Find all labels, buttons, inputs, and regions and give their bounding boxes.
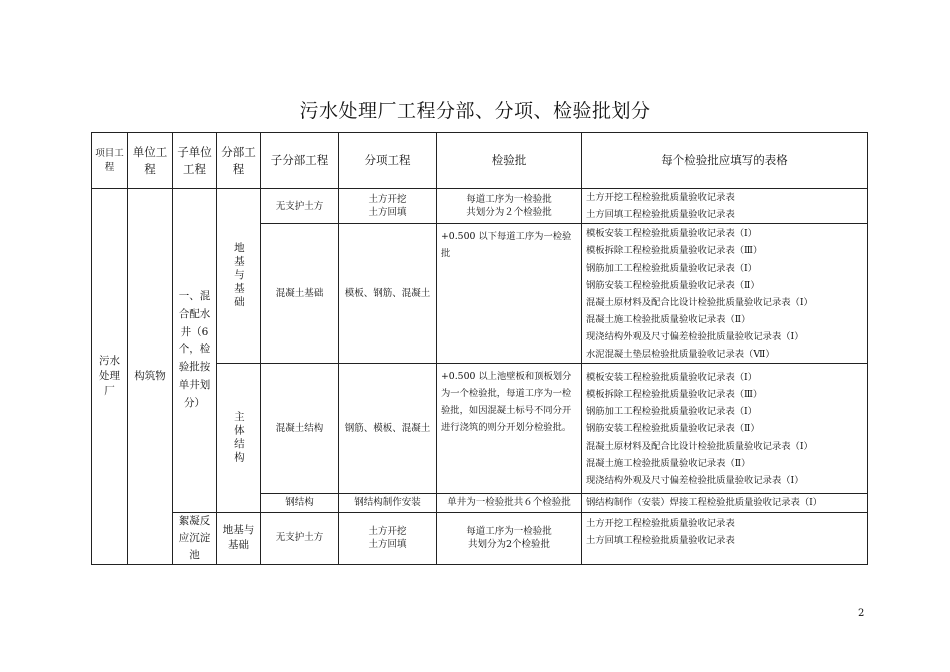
form-item: 混凝土施工检验批质量验收记录表（Ⅱ） [586, 457, 751, 469]
forms-cell [582, 189, 868, 224]
header-forms: 每个检验批应填写的表格 [582, 133, 868, 189]
page-number: 2 [858, 608, 865, 619]
subdivision-cell: 混凝土结构 [261, 364, 339, 494]
batch-text: 每道工序为一检验批 [466, 193, 552, 205]
form-item: 土方回填工程检验批质量验收记录表 [586, 534, 735, 546]
table-row [92, 189, 868, 224]
forms-cell [582, 512, 868, 564]
batch-cell: +0.500 以上池壁板和顶板划分为一个检验批，每道工序为一检验批，如因混凝土标号不同分开进行浇筑的则分开划分检验批。 [437, 364, 582, 494]
form-item: 模板安装工程检验批质量验收记录表（Ⅰ） [586, 371, 758, 383]
form-item: 模板拆除工程检验批质量验收记录表（Ⅲ） [586, 388, 763, 400]
form-item: 土方回填工程检验批质量验收记录表 [586, 209, 735, 221]
table-row [92, 512, 868, 564]
form-item: 土方开挖工程检验批质量验收记录表 [586, 192, 735, 203]
subdivision-cell: 混凝土基础 [261, 224, 339, 364]
item-cell: 钢结构制作安装 [339, 494, 437, 512]
division-label: 主体结构 [232, 411, 245, 465]
page-title: 污水处理厂工程分部、分项、检验批划分 [299, 100, 651, 122]
item-cell [339, 512, 437, 564]
item-text: 土方回填 [368, 207, 407, 219]
batch-text: 共划分为２个检验批 [466, 207, 552, 219]
project-cell: 污水处理厂 [92, 189, 128, 565]
item-text: 土方开挖 [368, 193, 407, 205]
form-item: 现浇结构外观及尺寸偏差检验批质量验收记录表（Ⅰ） [586, 474, 804, 486]
subdivision-cell: 钢结构 [261, 494, 339, 512]
batch-cell: 单井为一检验批共６个检验批 [437, 494, 582, 512]
form-item: 钢筋加工工程检验批质量验收记录表（Ⅰ） [586, 406, 758, 418]
form-item: 混凝土原材料及配合比设计检验批质量验收记录表（Ⅰ） [586, 440, 813, 452]
division-table [91, 132, 868, 565]
unit-cell: 构筑物 [128, 189, 173, 565]
form-item: 钢筋安装工程检验批质量验收记录表（Ⅱ） [586, 423, 760, 435]
header-subunit: 子单位工程 [173, 133, 217, 189]
batch-cell [437, 189, 582, 224]
header-batch: 检验批 [437, 133, 582, 189]
item-cell: 模板、钢筋、混凝土 [339, 224, 437, 364]
subdivision-cell: 无支护土方 [261, 512, 339, 564]
batch-text: 共划分为2个检验批 [467, 539, 551, 551]
division-cell [217, 189, 261, 364]
form-item: 水泥混凝土垫层检验批质量验收记录表（Ⅶ） [586, 348, 775, 360]
batch-text: 每道工序为一检验批 [466, 525, 552, 537]
header-item: 分项工程 [339, 133, 437, 189]
batch-cell: +0.500 以下每道工序为一检验批 [437, 224, 582, 364]
header-unit: 单位工程 [128, 133, 173, 189]
subunit-cell: 一、混合配水井（6个，检验批按单井划分） [173, 189, 217, 513]
item-text: 土方回填 [368, 539, 407, 551]
division-label: 地基与基础 [232, 242, 245, 310]
subunit-cell: 絮凝反应沉淀池 [173, 512, 217, 564]
header-row [92, 133, 868, 189]
form-item: 混凝土施工检验批质量验收记录表（Ⅱ） [586, 314, 751, 326]
batch-cell [437, 512, 582, 564]
form-item: 钢筋加工工程检验批质量验收记录表（Ⅰ） [586, 262, 758, 274]
form-item: 混凝土原材料及配合比设计检验批质量验收记录表（Ⅰ） [586, 296, 813, 308]
item-cell: 钢筋、模板、混凝土 [339, 364, 437, 494]
forms-cell [582, 364, 868, 494]
forms-cell: 钢结构制作（安装）焊接工程检验批质量验收记录表（Ⅰ） [582, 494, 868, 512]
item-text: 土方开挖 [368, 525, 407, 537]
subdivision-cell: 无支护土方 [261, 189, 339, 224]
division-cell [217, 364, 261, 512]
division-cell: 地基与基础 [217, 512, 261, 564]
form-item: 土方开挖工程检验批质量验收记录表 [586, 517, 735, 529]
form-item: 钢筋安装工程检验批质量验收记录表（Ⅱ） [586, 279, 760, 291]
form-item: 模板安装工程检验批质量验收记录表（Ⅰ） [586, 228, 758, 240]
form-item: 模板拆除工程检验批质量验收记录表（Ⅲ） [586, 245, 763, 257]
item-cell [339, 189, 437, 224]
forms-cell [582, 224, 868, 364]
header-project: 项目工程 [92, 133, 128, 189]
header-division: 分部工程 [217, 133, 261, 189]
header-subdivision: 子分部工程 [261, 133, 339, 189]
form-item: 现浇结构外观及尺寸偏差检验批质量验收记录表（Ⅰ） [586, 331, 804, 343]
